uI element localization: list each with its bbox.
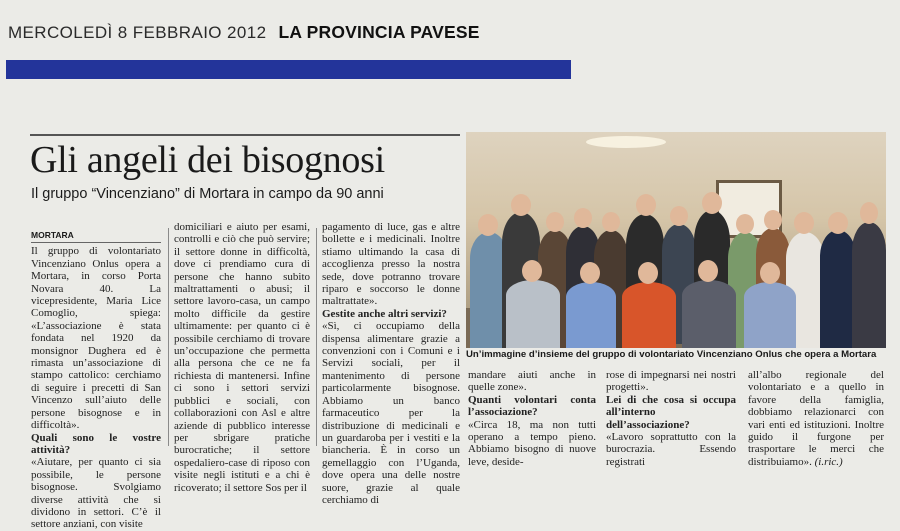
subheadline: Il gruppo “Vincenziano” di Mortara in campo da 90 anni (31, 186, 384, 202)
newspaper-name: LA PROVINCIA PAVESE (278, 22, 480, 42)
headline-rule (30, 134, 460, 136)
paragraph: «Circa 18, ma non tutti operano a tempo pieno. Abbiamo bisogno di nuove leve, deside- (468, 418, 596, 468)
person-head (511, 194, 531, 216)
masthead (8, 22, 568, 44)
person-head (860, 202, 878, 224)
person-head (478, 214, 498, 236)
person-figure (506, 280, 560, 348)
column-divider (316, 228, 317, 446)
column-divider (168, 228, 169, 446)
person-figure (622, 282, 676, 348)
question-heading: Quali sono le vostre attività? (31, 431, 161, 456)
article-column-6 (748, 369, 884, 468)
person-figure (744, 282, 796, 348)
person-head (736, 214, 754, 234)
headline: Gli angeli dei bisognosi (30, 139, 385, 181)
person-head (602, 212, 620, 232)
person-head (522, 260, 542, 282)
person-head (764, 210, 782, 230)
author-signature: (i.ric.) (814, 455, 843, 468)
paragraph: «Sì, ci occupiamo della dispensa alimentare grazie a convenzioni con i Comuni e i Servizi sociali, per il mantenimento di persone particolarmente bisognose. Abbiamo un banco farmaceutico per la distribuzione di medicinali e un guardaroba per i vestiti e la biancheria. È in corso un gemellaggio con l’Uganda, dove opera una delle nostre suore, grazie al quale cerchiamo di (322, 320, 460, 506)
person-head (636, 194, 656, 216)
article-column-2 (174, 221, 310, 494)
article-column-3 (322, 221, 460, 506)
paragraph: all’albo regionale del volontariato e a quello in favore della famiglia, dobbiamo relazionarci con vari enti ed istituzioni. Inoltre guido il furgone per trasportare le merci che distribuiamo». (748, 369, 884, 468)
question-heading: Lei di che cosa si occupa all’interno dell’associazione? (606, 393, 736, 431)
person-figure (820, 230, 856, 348)
person-figure (852, 222, 886, 348)
section-label: MORTARA (31, 229, 161, 243)
paragraph: rose di impegnarsi nei nostri progetti». (606, 369, 736, 394)
paragraph: pagamento di luce, gas e altre bollette e i medicinali. Inoltre stiamo ultimando la casa di accoglienza presso la nostra sede, dove potranno trovare riparo e soccorso le donne maltrattate». (322, 221, 460, 308)
article-column-4 (468, 369, 596, 468)
issue-date: MERCOLEDÌ 8 FEBBRAIO 2012 (8, 23, 267, 42)
ceiling-light (586, 136, 666, 148)
article-column-5 (606, 369, 736, 468)
person-head (638, 262, 658, 284)
person-head (670, 206, 688, 226)
paragraph: mandare aiuti anche in quelle zone». (468, 369, 596, 394)
person-figure (566, 282, 616, 348)
group-photo (466, 132, 886, 348)
question-heading: Gestite anche altri servizi? (322, 307, 447, 320)
paragraph: «Lavoro soprattutto con la burocrazia. Essendo registrati (606, 431, 736, 468)
person-head (760, 262, 780, 284)
person-head (702, 192, 722, 214)
person-head (546, 212, 564, 232)
person-head (574, 208, 592, 228)
person-head (828, 212, 848, 234)
person-head (698, 260, 718, 282)
person-head (580, 262, 600, 284)
person-figure (682, 280, 736, 348)
paragraph: «Aiutare, per quanto ci sia possibile, le persone bisognose. Svolgiamo diverse attività che si dividono in settori. C’è il settore anziani, con visite (31, 456, 161, 531)
photo-caption: Un’immagine d’insieme del gruppo di volontariato Vincenziano Onlus che opera a Mortara (466, 349, 877, 360)
paragraph: domiciliari e aiuto per esami, controlli e ciò che può servire; il settore donne in difficoltà, dove ci prendiamo cura di persone che hanno subito maltrattamenti o abusi; il settore lavoro-casa, un campo molto difficile da gestire ultimamente: per quanto ci è possibile cerchiamo di trovare un’occupazione che permetta alla persona che ce ne fa richiesta di mantenersi. Infine ci sono i settori servizi pubblici e sociali, con collaborazioni con Asl e altre aziende di pubblico interesse per sbrigare pratiche burocratiche; il settore ospedaliero-case di riposo con visite negli istituti e a chi è ricoverato; il settore Sos per il (174, 221, 310, 494)
paragraph: Il gruppo di volontariato Vincenziano Onlus opera a Mortara, in corso Porta Novara 40. La vicepresidente, Maria Lice Comoglio, spiega: «L’associazione è stata fondata nel 1920 da monsignor Dughera ed è rimasta un’associazione di stampo cattolico: cerchiamo di seguire i precetti di San Vincenzo sull’aiuto delle persone bisognose e in difficoltà». (31, 245, 161, 432)
question-heading: Quanti volontari conta l’associazione? (468, 393, 596, 419)
article-column-1 (31, 229, 161, 531)
person-head (794, 212, 814, 234)
blue-header-bar (6, 60, 571, 79)
